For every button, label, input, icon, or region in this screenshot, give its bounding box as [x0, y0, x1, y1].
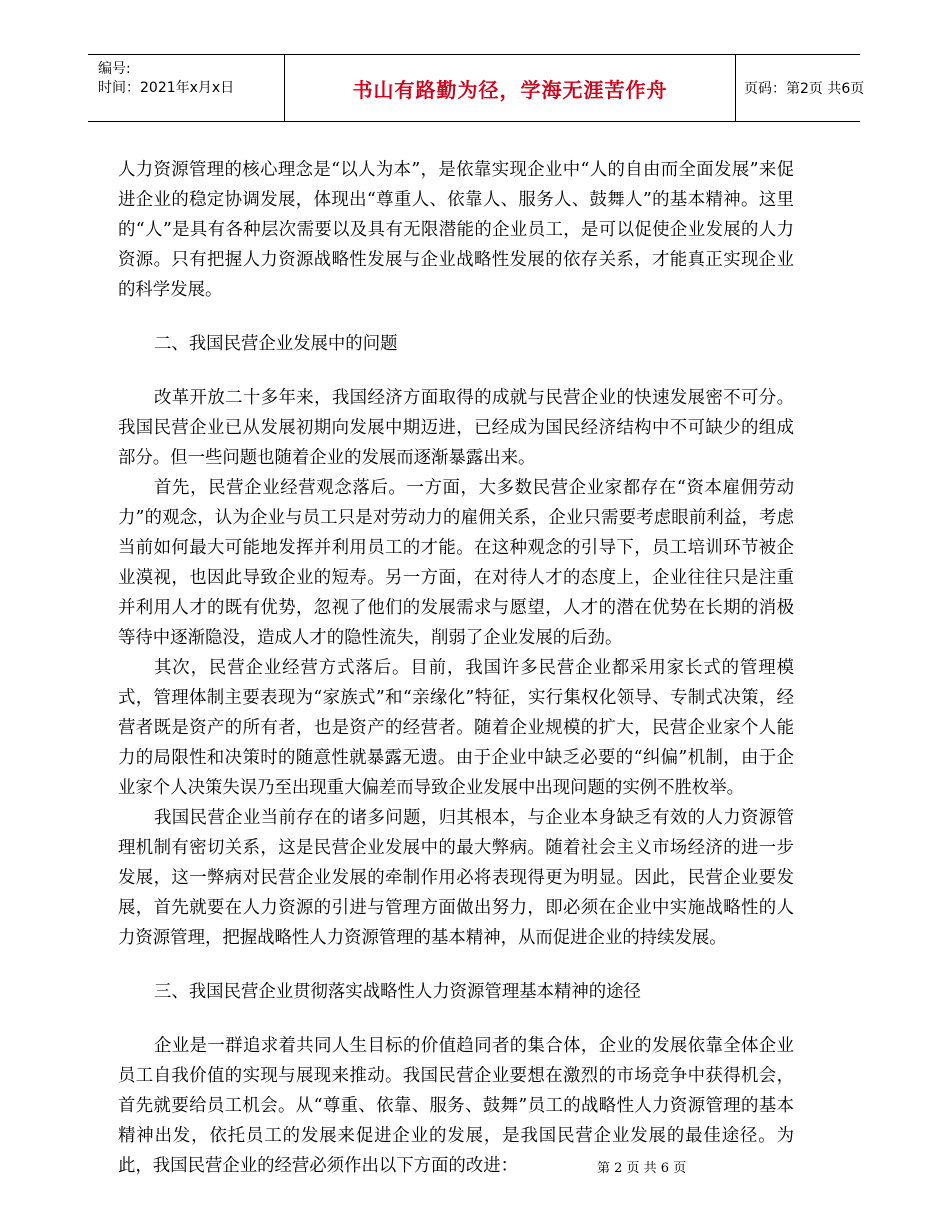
paragraph-6: 企业是一群追求着共同人生目标的价值趋同者的集合体，企业的发展依靠全体企业员工自我价值的实现与展现来推动。我国民营企业要想在激烈的市场竞争中获得机会，首先就要给员工机会。从“尊重、依靠、服务、鼓舞”员工的战略性人力资源管理的基本精神出发，依托员工的发展来促进企业的发展，是我国民营企业发展的最佳途径。为此，我国民营企业的经营必须作出以下方面的改进：: [118, 1036, 794, 1176]
header-meta: [98, 60, 288, 98]
section-2-heading: 二、我国民营企业发展中的问题: [154, 334, 398, 354]
document-number-label: 编号:: [98, 61, 131, 77]
paragraph-4: 其次，民营企业经营方式落后。目前，我国许多民营企业都采用家长式的管理模式，管理体制主要表现为“家族式”和“亲缘化”特征，实行集权化领导、专制式决策，经营者既是资产的所有者，也是资产的经营者。随着企业规模的扩大，民营企业家个人能力的局限性和决策时的随意性就暴露无遗。由于企业中缺乏必要的“纠偏”机制，由于企业家个人决策失误乃至出现重大偏差而导致企业发展中出现问题的实例不胜枚举。: [118, 658, 794, 798]
paragraph-5: 我国民营企业当前存在的诸多问题，归其根本，与企业本身缺乏有效的人力资源管理机制有密切关系，这是民营企业发展中的最大弊病。随着社会主义市场经济的进一步发展，这一弊病对民营企业发展的牵制作用必将表现得更为明显。因此，民营企业要发展，首先就要在人力资源的引进与管理方面做出努力，即必须在企业中实施战略性的人力资源管理，把握战略性人力资源管理的基本精神，从而促进企业的持续发展。: [118, 808, 794, 948]
document-time-label: 时间：2021年x月x日: [98, 80, 235, 96]
paragraph-3: 首先，民营企业经营观念落后。一方面，大多数民营企业家都存在“资本雇佣劳动力”的观念，认为企业与员工只是对劳动力的雇佣关系，企业只需要考虑眼前利益，考虑当前如何最大可能地发挥并利用员工的才能。在这种观念的引导下，员工培训环节被企业漠视，也因此导致企业的短寿。另一方面，在对待人才的态度上，企业往往只是注重并利用人才的既有优势，忽视了他们的发展需求与愿望，人才的潜在优势在长期的消极等待中逐渐隐没，造成人才的隐性流失，削弱了企业发展的后劲。: [118, 478, 794, 648]
paragraph-1: 人力资源管理的核心理念是“以人为本”，是依靠实现企业中“人的自由而全面发展”来促进企业的稳定协调发展，体现出“尊重人、依靠人、服务人、鼓舞人”的基本精神。这里的“人”是具有各种层次需要以及具有无限潜能的企业员工，是可以促使企业发展的人力资源。只有把握人力资源战略性发展与企业战略性发展的依存关系，才能真正实现企业的科学发展。: [118, 160, 794, 300]
section-3-heading: 三、我国民营企业贯彻落实战略性人力资源管理基本精神的途径: [154, 982, 641, 1002]
header-motto: 书山有路勤为径，学海无涯苦作舟: [284, 55, 736, 121]
document-body: [118, 155, 794, 1181]
paragraph-2: 改革开放二十多年来，我国经济方面取得的成就与民营企业的快速发展密不可分。我国民营企业已从发展初期向发展中期迈进，已经成为国民经济结构中不可缺少的组成部分。但一些问题也随着企业的发展而逐渐暴露出来。: [118, 388, 794, 468]
page-footer: 第 2 页 共 6 页: [597, 1161, 687, 1176]
page-header: [88, 54, 865, 122]
header-page-info: 页码：第2页 共6页: [744, 81, 865, 97]
